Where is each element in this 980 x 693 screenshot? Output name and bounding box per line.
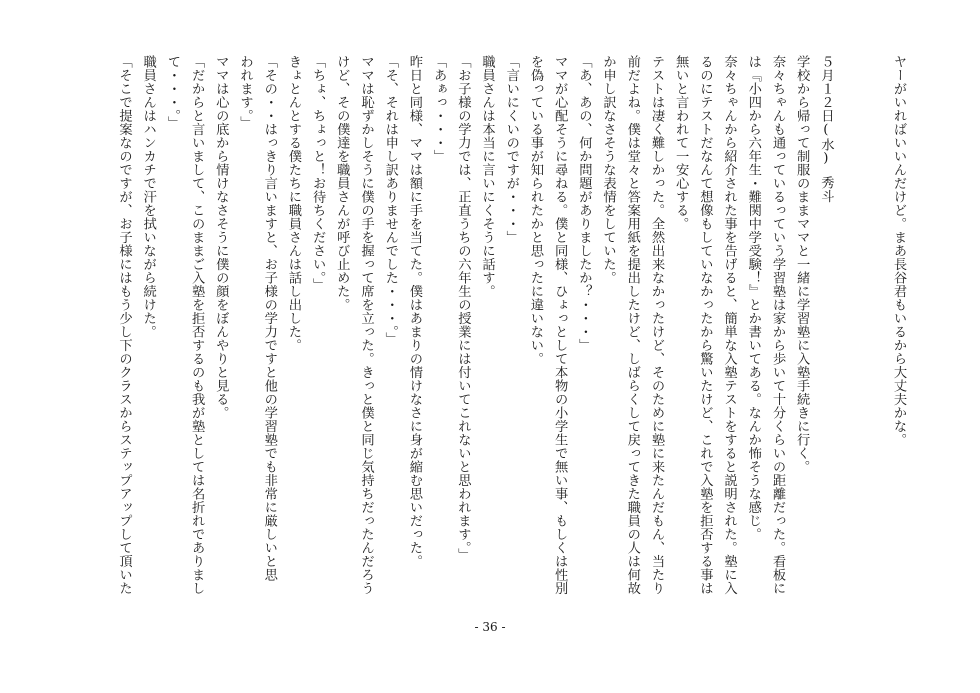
- text-line: 奈々ちゃんから紹介された事を告げると、簡単な入塾テストをすると説明された。塾に入: [721, 55, 737, 595]
- text-line: 「そ、それは申し訳ありませんでした・・・。」: [382, 55, 398, 346]
- text-line: て・・・。」: [164, 55, 180, 130]
- text-line: 「あぁっ・・・」: [431, 55, 447, 163]
- text-line: 学校から帰って制服のままママと一緒に学習塾に入塾手続きに行く。: [794, 55, 810, 474]
- text-line: われます。」: [237, 55, 253, 130]
- diary-date-header: [813, 55, 837, 615]
- page-number: - 36 -: [474, 620, 506, 634]
- text-line: 「だからと言いまして、このままご入塾を拒否するのも我が塾としては名折れでありまし: [189, 55, 205, 595]
- text-line: ママは心の底から情けなさそうに僕の顔をぼんやりと見る。: [213, 55, 229, 420]
- text-line: ヤーがいればいいんだけど。まあ長谷君もいるから大丈夫かな。: [891, 55, 906, 447]
- text-line: か申し訳なさそうな表情をしていた。: [600, 55, 616, 285]
- diary-author: 秀斗: [818, 176, 834, 204]
- text-line: 職員さんはハンカチで汗を拭いながら続けた。: [140, 55, 156, 339]
- blank-line: [837, 55, 861, 615]
- text-line: 「言いにくいのですが・・・」: [503, 55, 519, 244]
- text-line: 「そこで提案なのですが、お子様にはもう少し下のクラスからステップアップして頂いた: [116, 55, 132, 595]
- text-line: 「あ、あの、何か問題がありましたか？・・・」: [576, 55, 592, 352]
- text-line: きょとんとする僕たちに職員さんは話し出した。: [285, 55, 301, 352]
- text-line: 前だよね。僕は堂々と答案用紙を提出したけど、しばらくして戻ってきた職員の人は何故: [624, 55, 640, 595]
- blank-line: [862, 55, 886, 615]
- text-line: けど、その僕達を職員さんが呼び止めた。: [334, 55, 350, 312]
- text-line: ママは恥ずかしそうに僕の手を握って席を立った。きっと僕と同じ気持ちだったんだろう: [358, 55, 374, 595]
- text-line: を偽っている事が知られたかと思ったに違いない。: [527, 55, 543, 366]
- text-line: 職員さんは本当に言いにくそうに話す。: [479, 55, 495, 298]
- vertical-text-body: [111, 55, 910, 615]
- text-line: 奈々ちゃんも通っているっていう学習塾は家から歩いて十分くらいの距離だった。看板に: [769, 55, 785, 595]
- text-line: るのにテストだなんて想像もしていなかったから驚いたけど、これで入塾を拒否する事は: [697, 55, 713, 595]
- text-line: は『小四から六年生・難関中学受験！』とか書いてある。なんか怖そうな感じ。: [745, 55, 761, 541]
- diary-date: ５月１２日(水): [818, 55, 834, 167]
- text-line: ママが心配そうに尋ねる。僕と同様、ひょっとして本物の小学生で無い事、もしくは性別: [552, 55, 568, 595]
- text-line: 昨日と同様、ママは額に手を当てた。僕はあまりの情けなさに身が縮む思いだった。: [406, 55, 422, 568]
- text-line: 無いと言われて一安心する。: [673, 55, 689, 231]
- text-line: 「お子様の学力では、正直うちの六年生の授業には付いてこれないと思われます。」: [455, 55, 471, 562]
- text-line: 「その・・はっきり言いますと、お子様の学力ですと他の学習塾でも非常に厳しいと思: [261, 55, 277, 582]
- text-line: テストは凄く難しかった。全然出来なかったけど、そのために塾に来たんだもん、当たり: [648, 55, 664, 595]
- text-line: 「ちょ、ちょっと！お待ちください。」: [310, 55, 326, 292]
